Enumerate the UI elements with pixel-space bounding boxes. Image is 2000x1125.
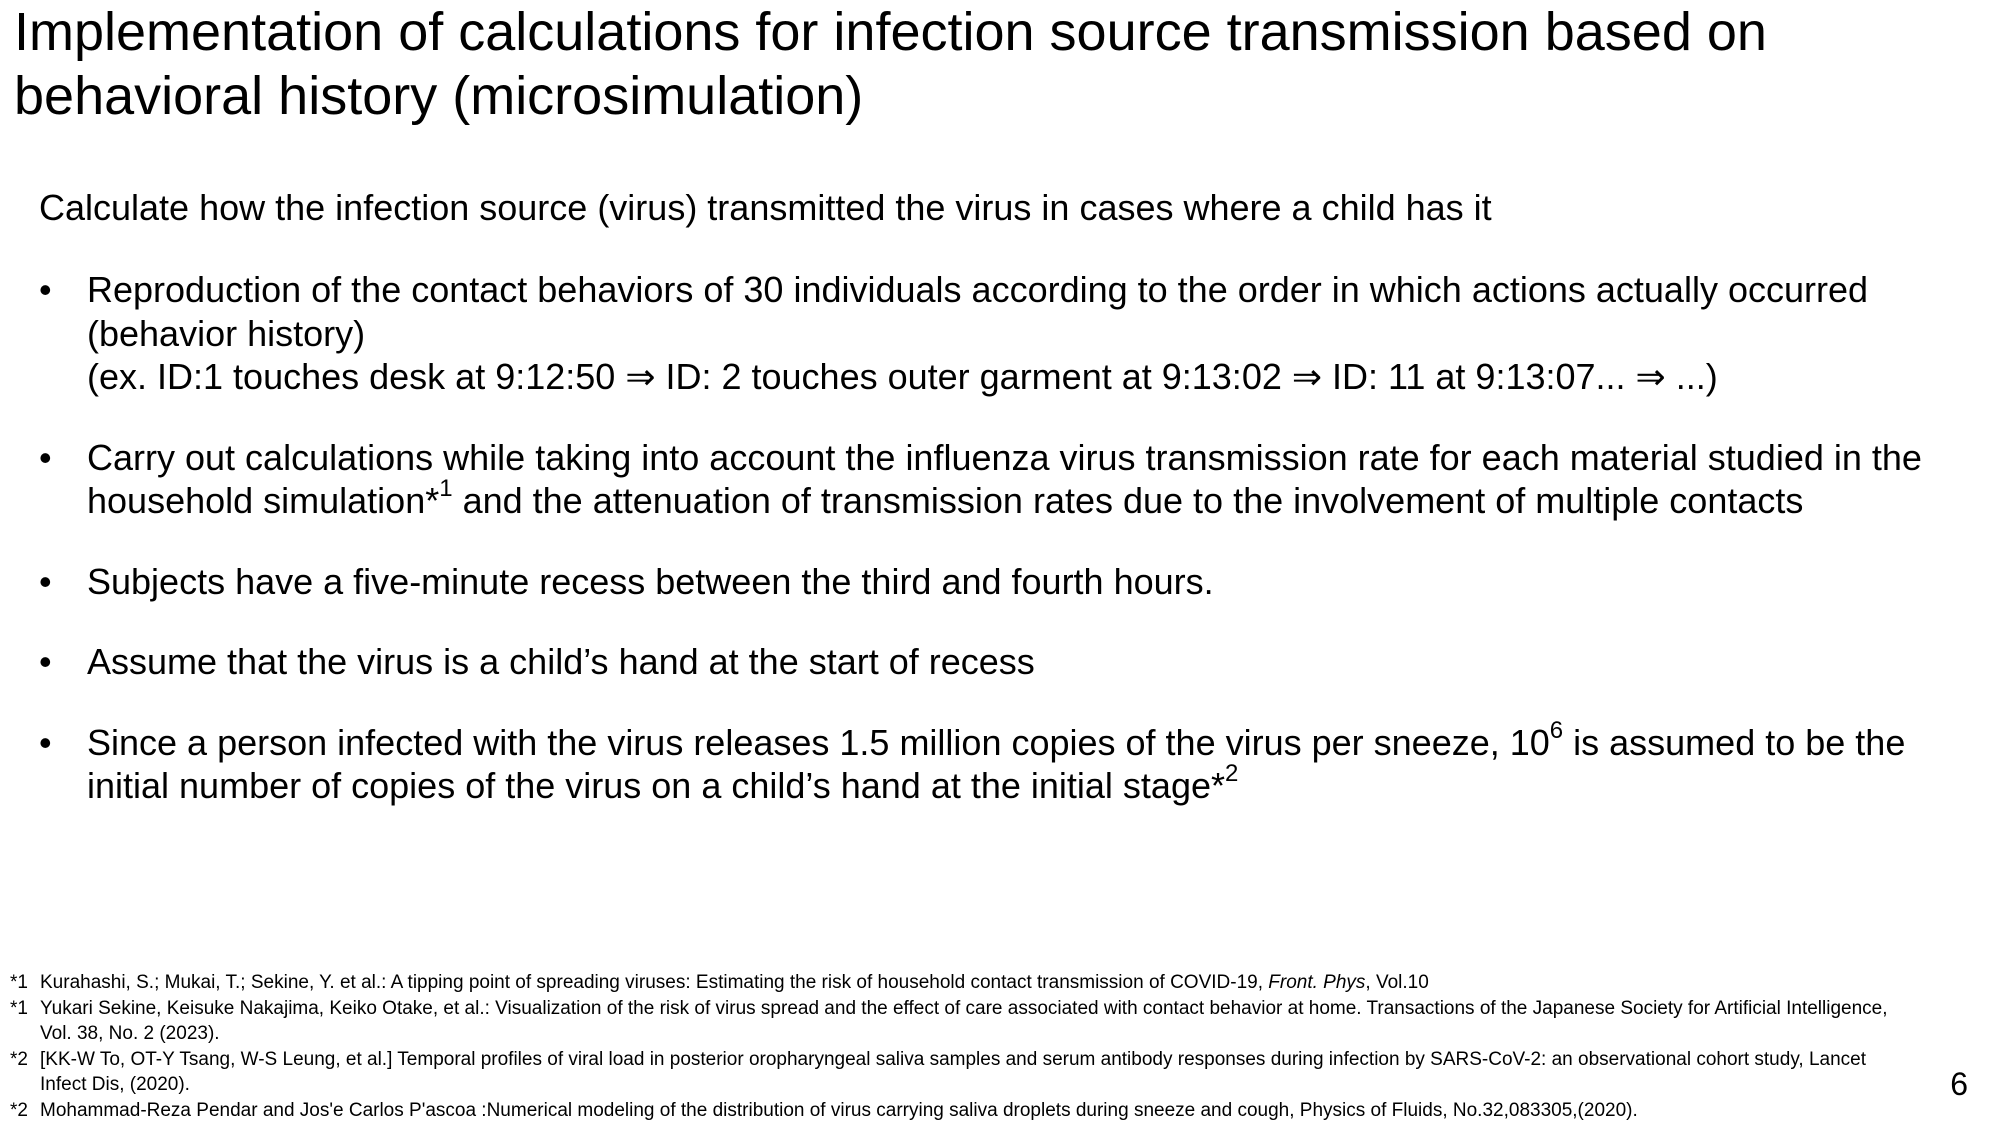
bullet-item-recess [39,560,1989,604]
footnote-mark: *2 [10,1048,28,1070]
bullet-text: Reproduction of the contact behaviors of 30 individuals according to the order in which actions actually occurred (behavior history) [87,269,1869,354]
intro-text: Calculate how the infection source (virus) transmitted the virus in cases where a child has it [39,187,1492,228]
footnote-item [10,1047,1910,1098]
footnote-text-part: Kurahashi, S.; Mukai, T.; Sekine, Y. et al.: A tipping point of spreading viruses: Estimating the risk of household contact transmission of COVID-19, [40,972,1269,993]
bullet-text-continued: and the attenuation of transmission rates due to the involvement of multiple contacts [452,480,1804,521]
bullet-text: Carry out calculations while taking into account the influenza virus transmission rate for each material studied in the household simulation* [87,436,1922,521]
footnote-ref: 2 [1225,760,1239,787]
footnote-text [40,972,1429,993]
bullet-text: Assume that the virus is a child’s hand at the start of recess [87,641,1035,682]
bullet-text: Subjects have a five-minute recess between the third and fourth hours. [87,560,1214,602]
footnote-ref: 1 [439,475,453,502]
footnote-item [10,970,1910,996]
bullet-dot-icon: • [39,721,52,763]
footnote-text: [KK-W To, OT-Y Tsang, W-S Leung, et al.] Temporal profiles of viral load in posterior oropharyngeal saliva samples and serum antibody responses during infection by SARS-CoV-2: an observational cohort study, Lancet Infect Dis, (2020). [40,1048,1867,1095]
footnote-text: Yukari Sekine, Keisuke Nakajima, Keiko Otake, et al.: Visualization of the risk of virus spread and the effect of care associated with contact behavior at home. Transactions of the Japanese Society for Artificial Intelligence, Vol. 38, No. 2 (2023). [40,997,1888,1044]
footnote-mark: *1 [10,972,28,993]
bullet-item-transmission-rate [39,436,1989,523]
footnote-text-part: , Vol.10 [1365,972,1429,993]
footnote-item [10,1098,1910,1124]
footnote-mark: *2 [10,1099,28,1121]
bullet-item-virus-on-hand [39,640,1989,684]
bullet-list [39,268,1989,845]
bullet-item-behavior-history [39,268,1989,399]
footnote-mark: *1 [10,997,28,1019]
footnote-list [10,970,1910,1123]
footnote-journal-name: Front. Phys [1268,972,1366,993]
footnote-text: Mohammad-Reza Pendar and Jos'e Carlos P'ascoa :Numerical modeling of the distribution of virus carrying saliva droplets during sneeze and cough, Physics of Fluids, No.32,083305,(2020). [40,1099,1638,1121]
bullet-text-continued: is assumed to be the initial number of copies of the virus on a child’s hand at the initial stage* [87,721,1906,806]
bullet-dot-icon: • [39,436,52,478]
bullet-dot-icon: • [39,641,52,682]
bullet-dot-icon: • [39,560,52,602]
bullet-item-initial-copies [39,716,1989,808]
footnote-item [10,996,1910,1047]
slide-title: Implementation of calculations for infection source transmission based on behavioral history (microsimulation) [14,2,1767,126]
page-number: 6 [1950,1066,1968,1102]
exponent: 6 [1549,716,1564,744]
bullet-dot-icon: • [39,269,52,310]
bullet-example-text: (ex. ID:1 touches desk at 9:12:50 ⇒ ID: 2 touches outer garment at 9:13:02 ⇒ ID: 11 at 9:13:07... ⇒ ...) [87,356,1718,397]
bullet-text: Since a person infected with the virus releases 1.5 million copies of the virus per sneeze, 10 [87,721,1550,763]
